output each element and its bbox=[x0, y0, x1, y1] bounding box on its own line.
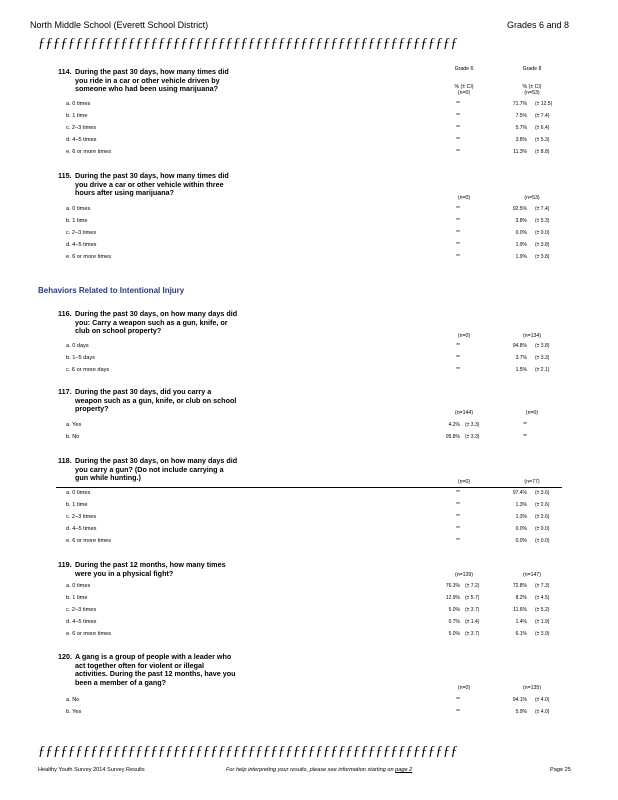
answer-option: b. 1 time bbox=[66, 218, 88, 225]
grade6-percent: ** bbox=[456, 113, 460, 120]
answer-option: c. 2–3 times bbox=[66, 607, 97, 614]
answer-option: d. 4–5 times bbox=[66, 526, 97, 533]
question-line: act together often for violent or illegal bbox=[75, 660, 204, 670]
grade8-ci: (± 2.6) bbox=[535, 514, 550, 521]
grade6-ci: (± 3.7) bbox=[465, 607, 480, 614]
grade6-sample-size: (n=144) bbox=[454, 410, 474, 416]
grade6-sample-size: (n=0) bbox=[457, 333, 471, 339]
grade8-sample-size: (n=77) bbox=[524, 479, 540, 485]
grade8-percent: 3.7% bbox=[515, 355, 527, 362]
question-body bbox=[75, 457, 237, 483]
grade6-percent: ** bbox=[456, 254, 460, 261]
grade6-percent: ** bbox=[456, 355, 460, 362]
answer-option: c. 2–3 times bbox=[66, 125, 97, 132]
grade8-ci: (± 4.0) bbox=[535, 697, 550, 703]
question-body bbox=[75, 68, 229, 94]
question-line: activities. During the past 12 months, have you bbox=[75, 669, 236, 679]
grade6-sample-size: (n=0) bbox=[457, 195, 471, 201]
grade8-percent: 8.2% bbox=[515, 595, 527, 602]
question-body bbox=[75, 172, 229, 198]
grade6-percent: ** bbox=[456, 125, 460, 132]
grade8-percent: 0.0% bbox=[515, 230, 527, 237]
grade8-percent: 72.8% bbox=[512, 583, 527, 589]
grade8-ci: (± 7.4) bbox=[535, 206, 550, 212]
question-number: 116. bbox=[58, 309, 72, 318]
question-text bbox=[58, 388, 388, 414]
grade8-percent: 0.0% bbox=[515, 526, 527, 533]
answer-option: d. 4–5 times bbox=[66, 137, 97, 144]
grade8-ci: (± 0.0) bbox=[535, 230, 550, 237]
grade8-ci: (± 8.8) bbox=[535, 149, 550, 156]
answer-option: e. 6 or more times bbox=[66, 538, 112, 545]
question-body bbox=[75, 561, 226, 578]
header-ornament: ƒƒƒƒƒƒƒƒƒƒƒƒƒƒƒƒƒƒƒƒƒƒƒƒƒƒƒƒƒƒƒƒƒƒƒƒƒƒƒƒƒƒƒƒƒƒƒƒƒƒƒƒƒƒƒƒ bbox=[38, 36, 458, 51]
footer-help-sentence: For help interpreting your results, please see information starting on bbox=[226, 767, 394, 773]
question-number: 118. bbox=[58, 456, 72, 465]
grade6-percent: ** bbox=[456, 538, 460, 545]
grade6-ci: (± 3.3) bbox=[465, 422, 480, 428]
question-number: 117. bbox=[58, 387, 72, 396]
answer-option: a. 0 days bbox=[66, 343, 89, 349]
grade8-ci: (± 3.6) bbox=[535, 490, 550, 496]
grade8-sample-size: (n=134) bbox=[522, 333, 542, 339]
grade6-ci: (± 3.7) bbox=[465, 631, 480, 638]
grade8-percent: ** bbox=[523, 422, 527, 428]
grade8-ci: (± 7.3) bbox=[535, 583, 550, 589]
question-text bbox=[58, 561, 388, 578]
question-line: someone who had been using marijuana? bbox=[75, 84, 218, 94]
grade8-ci: (± 2.6) bbox=[535, 502, 550, 509]
grade8-ci: (± 3.9) bbox=[535, 631, 550, 638]
question-number: 114. bbox=[58, 67, 72, 76]
grade8-ci: (± 3.8) bbox=[535, 254, 550, 261]
grade6-percent: ** bbox=[456, 709, 460, 716]
answer-option: a. 0 times bbox=[66, 206, 91, 212]
grade6-percent: ** bbox=[456, 367, 460, 374]
grade8-percent: ** bbox=[523, 434, 527, 441]
answer-option: c. 6 or more days bbox=[66, 367, 110, 374]
answer-option: a. No bbox=[66, 697, 80, 703]
answer-option: b. Yes bbox=[66, 709, 82, 716]
grade8-ci: (± 3.8) bbox=[535, 343, 550, 349]
grade8-ci: (± 12.5) bbox=[535, 101, 553, 107]
grade8-ci: (± 7.4) bbox=[535, 113, 550, 120]
grade8-percent: 1.5% bbox=[515, 367, 527, 374]
grade6-sample-size: (n=0) bbox=[457, 479, 471, 485]
grade8-percent: 94.8% bbox=[512, 343, 527, 349]
grade8-percent: 5.9% bbox=[515, 709, 527, 716]
grade8-ci: (± 0.0) bbox=[535, 526, 550, 533]
question-line: you ride in a car or other vehicle driven by bbox=[75, 75, 220, 85]
grade8-ci: (± 5.3) bbox=[535, 218, 550, 225]
grade8-percent: 3.8% bbox=[515, 218, 527, 225]
grade6-percent: ** bbox=[456, 230, 460, 237]
grade8-percent: 11.6% bbox=[513, 607, 527, 614]
answer-option: e. 6 or more times bbox=[66, 631, 112, 638]
question-line: been a member of a gang? bbox=[75, 677, 167, 687]
grade6-percent: ** bbox=[456, 343, 460, 349]
grade8-percent: 94.1% bbox=[512, 697, 527, 703]
answer-option: e. 6 or more times bbox=[66, 149, 112, 156]
grade8-ci: (± 3.8) bbox=[535, 242, 550, 249]
question-line: A gang is a group of people with a leader who bbox=[75, 652, 232, 661]
grades-label: Grades 6 and 8 bbox=[507, 20, 570, 30]
question-line: weapon such as a gun, knife, or club on school bbox=[75, 395, 237, 405]
grade6-percent: ** bbox=[456, 242, 460, 249]
question-line: During the past 30 days, how many times did bbox=[75, 67, 229, 76]
question-line: you carry a gun? (Do not include carrying a bbox=[75, 464, 224, 474]
question-line: During the past 30 days, how many times did bbox=[75, 171, 229, 180]
grade6-percent: ** bbox=[456, 697, 460, 703]
grade8-percent: 7.5% bbox=[515, 113, 527, 120]
answer-option: c. 2–3 times bbox=[66, 514, 97, 521]
grade8-ci: (± 5.3) bbox=[535, 137, 550, 144]
grade6-percent: 76.3% bbox=[445, 583, 460, 589]
grade6-percent: 5.0% bbox=[448, 607, 460, 614]
question-line: During the past 30 days, on how many days did bbox=[75, 309, 238, 318]
grade6-sample-size: (n=139) bbox=[454, 572, 474, 578]
answer-option: d. 4–5 times bbox=[66, 242, 97, 249]
grade8-sample-size: (n=53) bbox=[524, 195, 540, 201]
answer-option: b. 1 time bbox=[66, 502, 88, 509]
answer-option: a. 0 times bbox=[66, 490, 91, 496]
grade8-sample-size: (n=53) bbox=[524, 90, 540, 96]
grade8-ci: (± 5.2) bbox=[535, 607, 550, 614]
question-line: were you in a physical fight? bbox=[75, 568, 174, 578]
grade6-percent: ** bbox=[456, 490, 460, 496]
grade8-percent: 6.1% bbox=[515, 631, 527, 638]
grade8-percent: 5.7% bbox=[515, 125, 527, 132]
question-line: During the past 30 days, on how many days did bbox=[75, 456, 238, 465]
footer-ornament: ƒƒƒƒƒƒƒƒƒƒƒƒƒƒƒƒƒƒƒƒƒƒƒƒƒƒƒƒƒƒƒƒƒƒƒƒƒƒƒƒƒƒƒƒƒƒƒƒƒƒƒƒƒƒƒƒ bbox=[38, 744, 458, 759]
grade6-percent: ** bbox=[456, 101, 460, 107]
grade6-percent: 95.8% bbox=[445, 434, 460, 441]
grade6-percent: ** bbox=[456, 137, 460, 144]
grade6-ci: (± 1.4) bbox=[465, 619, 480, 626]
grade8-ci: (± 1.9) bbox=[535, 619, 550, 626]
answer-option: b. 1–5 days bbox=[66, 355, 95, 362]
grade6-heading: Grade 6 bbox=[454, 66, 474, 72]
grade8-ci: (± 3.3) bbox=[535, 355, 550, 362]
grade6-percent: 4.2% bbox=[448, 422, 460, 428]
grade8-sample-size: (n=135) bbox=[522, 685, 542, 691]
grade8-ci: (± 4.0) bbox=[535, 709, 550, 716]
grade6-ci: (± 7.2) bbox=[465, 583, 480, 589]
page-link[interactable]: page 2 bbox=[395, 767, 413, 773]
question-number: 119. bbox=[58, 560, 72, 569]
grade6-pct-ci: % (± CI) bbox=[454, 84, 474, 90]
question-number: 115. bbox=[58, 171, 72, 180]
question-text bbox=[58, 68, 388, 94]
grade6-sample-size: (n=0) bbox=[457, 685, 471, 691]
question-line: gun while hunting.) bbox=[75, 473, 141, 483]
divider-line bbox=[56, 487, 562, 488]
grade8-percent: 1.9% bbox=[515, 242, 527, 249]
question-text bbox=[58, 172, 388, 198]
grade8-percent: 0.0% bbox=[515, 538, 527, 545]
answer-option: b. 1 time bbox=[66, 113, 88, 120]
answer-option: a. 0 times bbox=[66, 101, 91, 107]
grade8-percent: 1.4% bbox=[515, 619, 527, 626]
question-number: 120. bbox=[58, 652, 72, 661]
grade8-ci: (± 6.4) bbox=[535, 125, 550, 132]
grade8-sample-size: (n=147) bbox=[522, 572, 542, 578]
question-line: you: Carry a weapon such as a gun, knife, or bbox=[75, 317, 228, 327]
question-text bbox=[58, 310, 388, 336]
grade8-pct-ci: % (± CI) bbox=[522, 84, 542, 90]
grade6-ci: (± 5.7) bbox=[465, 595, 480, 602]
grade8-ci: (± 2.1) bbox=[535, 367, 550, 374]
grade6-percent: 0.7% bbox=[448, 619, 460, 626]
page-number: Page 25 bbox=[550, 767, 571, 773]
grade6-percent: ** bbox=[456, 502, 460, 509]
grade8-percent: 3.8% bbox=[515, 137, 527, 144]
answer-option: c. 2–3 times bbox=[66, 230, 97, 237]
question-line: During the past 30 days, did you carry a bbox=[75, 387, 212, 396]
footer-help-text bbox=[226, 767, 412, 773]
grade8-sample-size: (n=0) bbox=[525, 410, 539, 416]
grade8-ci: (± 0.0) bbox=[535, 538, 550, 545]
grade6-sample-size: (n=0) bbox=[457, 90, 471, 96]
grade8-percent: 11.3% bbox=[513, 149, 527, 156]
answer-option: d. 4–5 times bbox=[66, 619, 97, 626]
grade8-percent: 97.4% bbox=[512, 490, 527, 496]
question-line: you drive a car or other vehicle within three bbox=[75, 179, 224, 189]
grade8-ci: (± 4.5) bbox=[535, 595, 550, 602]
question-body bbox=[75, 653, 236, 687]
grade6-percent: ** bbox=[456, 218, 460, 225]
section-title: Behaviors Related to Intentional Injury bbox=[38, 286, 185, 295]
grade6-percent: ** bbox=[456, 206, 460, 212]
question-text bbox=[58, 653, 388, 687]
question-line: hours after using marijuana? bbox=[75, 188, 175, 198]
question-text bbox=[58, 457, 388, 483]
answer-option: a. 0 times bbox=[66, 583, 91, 589]
grade6-percent: ** bbox=[456, 514, 460, 521]
answer-option: b. 1 time bbox=[66, 595, 88, 602]
grade8-percent: 1.9% bbox=[515, 254, 527, 261]
grade8-percent: 92.5% bbox=[512, 206, 527, 212]
answer-option: e. 6 or more times bbox=[66, 254, 112, 261]
grade8-percent: 1.3% bbox=[515, 514, 527, 521]
grade6-ci: (± 3.3) bbox=[465, 434, 480, 441]
grade8-heading: Grade 8 bbox=[522, 66, 542, 72]
grade8-percent: 71.7% bbox=[512, 101, 527, 107]
question-line: During the past 12 months, how many times bbox=[75, 560, 226, 569]
grade6-percent: ** bbox=[456, 526, 460, 533]
question-line: club on school property? bbox=[75, 326, 162, 336]
grade8-percent: 1.3% bbox=[515, 502, 527, 509]
question-body bbox=[75, 310, 237, 336]
answer-option: a. Yes bbox=[66, 422, 82, 428]
question-line: property? bbox=[75, 404, 109, 414]
grade6-percent: 12.9% bbox=[445, 595, 460, 602]
answer-option: b. No bbox=[66, 434, 80, 441]
school-title: North Middle School (Everett School District) bbox=[30, 20, 209, 30]
grade6-percent: ** bbox=[456, 149, 460, 156]
footer-survey-title: Healthy Youth Survey 2014 Survey Results bbox=[38, 767, 145, 773]
grade6-percent: 5.0% bbox=[448, 631, 460, 638]
question-body bbox=[75, 388, 236, 414]
